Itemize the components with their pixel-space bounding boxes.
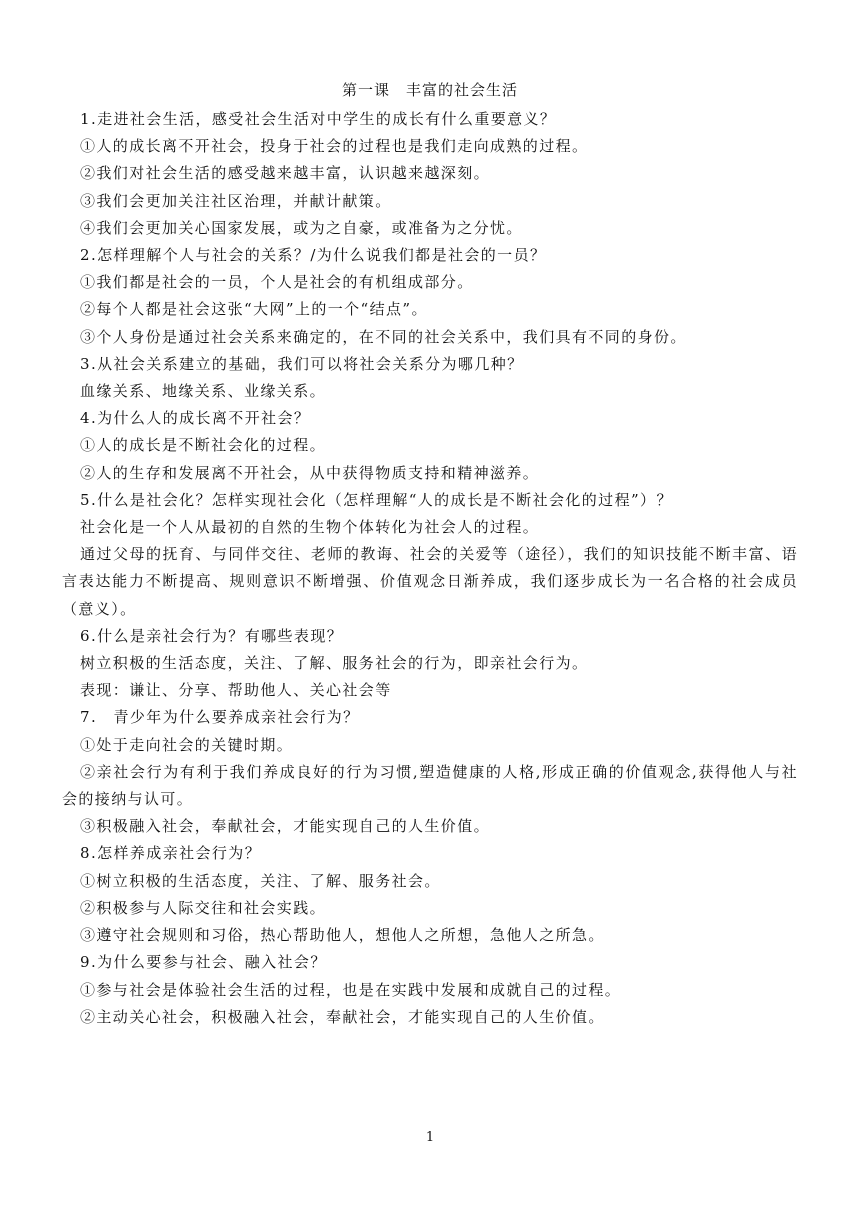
question-5: 5.什么是社会化？怎样实现社会化（怎样理解“人的成长是不断社会化的过程”）？ xyxy=(80,490,673,509)
answer-line: ①处于走向社会的关键时期。 xyxy=(80,735,294,754)
answer-line: ②每个人都是社会这张“大网”上的一个“结点”。 xyxy=(80,300,428,319)
page-number: 1 xyxy=(425,1130,435,1145)
answer-line: 血缘关系、地缘关系、业缘关系。 xyxy=(80,382,327,401)
answer-paragraph: 通过父母的抚育、与同伴交往、老师的教诲、社会的关爱等（途径），我们的知识技能不断丰富、语言表达能力不断提高、规则意识不断增强、价值观念日渐养成，我们逐步成长为一名合格的社会成员（意义）。 xyxy=(62,545,798,618)
question-3: 3.从社会关系建立的基础，我们可以将社会关系分为哪几种？ xyxy=(80,354,524,373)
answer-line: ②人的生存和发展离不开社会，从中获得物质支持和精神滋养。 xyxy=(80,463,540,482)
question-7: 7. 青少年为什么要养成亲社会行为？ xyxy=(80,708,360,727)
page-title: 第一课 丰富的社会生活 xyxy=(341,81,518,99)
question-6: 6.什么是亲社会行为？有哪些表现？ xyxy=(80,626,344,645)
answer-line: ③遵守社会规则和习俗，热心帮助他人，想他人之所想，急他人之所急。 xyxy=(80,926,605,945)
answer-line: ①我们都是社会的一员，个人是社会的有机组成部分。 xyxy=(80,273,474,292)
answer-line: ③个人身份是通过社会关系来确定的，在不同的社会关系中，我们具有不同的身份。 xyxy=(80,327,687,346)
answer-line: ④我们会更加关心国家发展，或为之自豪，或准备为之分忧。 xyxy=(80,218,523,237)
answer-paragraph: ②亲社会行为有利于我们养成良好的行为习惯,塑造健康的人格,形成正确的价值观念,获得他人与社会的接纳与认可。 xyxy=(62,762,798,809)
answer-line: ①人的成长是不断社会化的过程。 xyxy=(80,436,327,455)
answer-line: ②我们对社会生活的感受越来越丰富，认识越来越深刻。 xyxy=(80,164,491,183)
question-2: 2.怎样理解个人与社会的关系？/为什么说我们都是社会的一员？ xyxy=(80,246,547,265)
answer-line: ②积极参与人际交往和社会实践。 xyxy=(80,898,327,917)
answer-line: ③我们会更加关注社区治理，并献计献策。 xyxy=(80,191,392,210)
question-8: 8.怎样养成亲社会行为？ xyxy=(80,844,262,863)
question-9: 9.为什么要参与社会、融入社会？ xyxy=(80,953,327,972)
question-4: 4.为什么人的成长离不开社会？ xyxy=(80,409,311,428)
answer-line: ①参与社会是体验社会生活的过程，也是在实践中发展和成就自己的过程。 xyxy=(80,980,622,999)
question-1: 1.走进社会生活，感受社会生活对中学生的成长有什么重要意义？ xyxy=(80,110,557,128)
answer-line: 社会化是一个人从最初的自然的生物个体转化为社会人的过程。 xyxy=(80,518,540,537)
answer-line: ①人的成长离不开社会，投身于社会的过程也是我们走向成熟的过程。 xyxy=(80,137,589,156)
answer-line: ①树立积极的生活态度，关注、了解、服务社会。 xyxy=(80,871,441,890)
answer-line: 表现：谦让、分享、帮助他人、关心社会等 xyxy=(80,681,392,700)
answer-line: ②主动关心社会，积极融入社会，奉献社会，才能实现自己的人生价值。 xyxy=(80,1007,605,1026)
answer-line: ③积极融入社会，奉献社会，才能实现自己的人生价值。 xyxy=(80,817,491,836)
document-body xyxy=(62,106,798,1031)
answer-line: 树立积极的生活态度，关注、了解、服务社会的行为，即亲社会行为。 xyxy=(80,654,589,673)
